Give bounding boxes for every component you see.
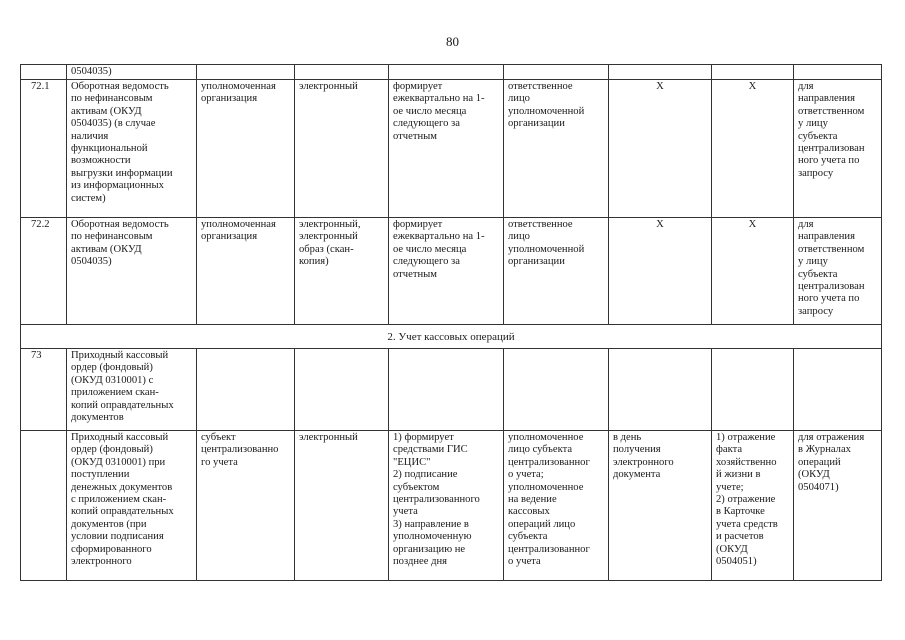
responsible-person [504,65,609,80]
responsible-org [197,65,295,80]
deadline: X [609,80,712,218]
accounting-action: X [712,218,794,325]
row-number [21,65,67,80]
procedure: формирует ежеквартально на 1- ое число месяца следующего за отчетным [389,218,504,325]
accounting-action: 1) отражение факта хозяйственно й жизни в учете; 2) отражение в Карточке учета средств и расчетов (ОКУД 0504051) [712,431,794,581]
section-title: 2. Учет кассовых операций [21,325,882,349]
purpose [794,349,882,431]
responsible-org: субъект централизованно го учета [197,431,295,581]
responsible-org: уполномоченная организация [197,80,295,218]
row-number [21,431,67,581]
table-row [21,218,882,325]
document-format [295,349,389,431]
procedure [389,349,504,431]
purpose [794,65,882,80]
page-number: 80 [446,34,459,49]
purpose: для направления ответственном у лицу субъекта централизован ного учета по запросу [794,218,882,325]
document-name: Приходный кассовый ордер (фондовый) (ОКУД 0310001) при поступлении денежных документов с приложением скан- копий оправдательных документов (при условии подписания сформированного электронного [67,431,197,581]
procedure [389,65,504,80]
row-number: 72.1 [21,80,67,218]
document-name: Оборотная ведомость по нефинансовым активам (ОКУД 0504035) [67,218,197,325]
responsible-org: уполномоченная организация [197,218,295,325]
accounting-action [712,349,794,431]
table-row [21,80,882,218]
deadline [609,65,712,80]
responsible-org [197,349,295,431]
row-number: 72.2 [21,218,67,325]
responsible-person: уполномоченное лицо субъекта централизованног о учета; уполномоченное на ведение кассовых операций лицо субъекта централизованног о учета [504,431,609,581]
document-name: Приходный кассовый ордер (фондовый) (ОКУД 0310001) с приложением скан- копий оправдательных документов [67,349,197,431]
purpose: для отражения в Журналах операций (ОКУД 0504071) [794,431,882,581]
deadline: в день получения электронного документа [609,431,712,581]
accounting-action [712,65,794,80]
accounting-action: X [712,80,794,218]
document-format: электронный [295,80,389,218]
responsible-person: ответственное лицо уполномоченной организации [504,218,609,325]
accounting-table [20,64,882,581]
table-row [21,431,882,581]
responsible-person [504,349,609,431]
table-row [21,65,882,80]
document-format [295,65,389,80]
document-name: 0504035) [67,65,197,80]
procedure: формирует ежеквартально на 1- ое число месяца следующего за отчетным [389,80,504,218]
document-name: Оборотная ведомость по нефинансовым активам (ОКУД 0504035) (в случае наличия функциональной возможности выгрузки информации из информационных систем) [67,80,197,218]
responsible-person: ответственное лицо уполномоченной организации [504,80,609,218]
document-format: электронный, электронный образ (скан- копия) [295,218,389,325]
row-number: 73 [21,349,67,431]
table-row [21,349,882,431]
deadline: X [609,218,712,325]
procedure: 1) формирует средствами ГИС "ЕЦИС" 2) подписание субъектом централизованного учета 3) направление в уполномоченную организацию не позднее дня [389,431,504,581]
document-format: электронный [295,431,389,581]
deadline [609,349,712,431]
purpose: для направления ответственном у лицу субъекта централизован ного учета по запросу [794,80,882,218]
section-row [21,325,882,349]
